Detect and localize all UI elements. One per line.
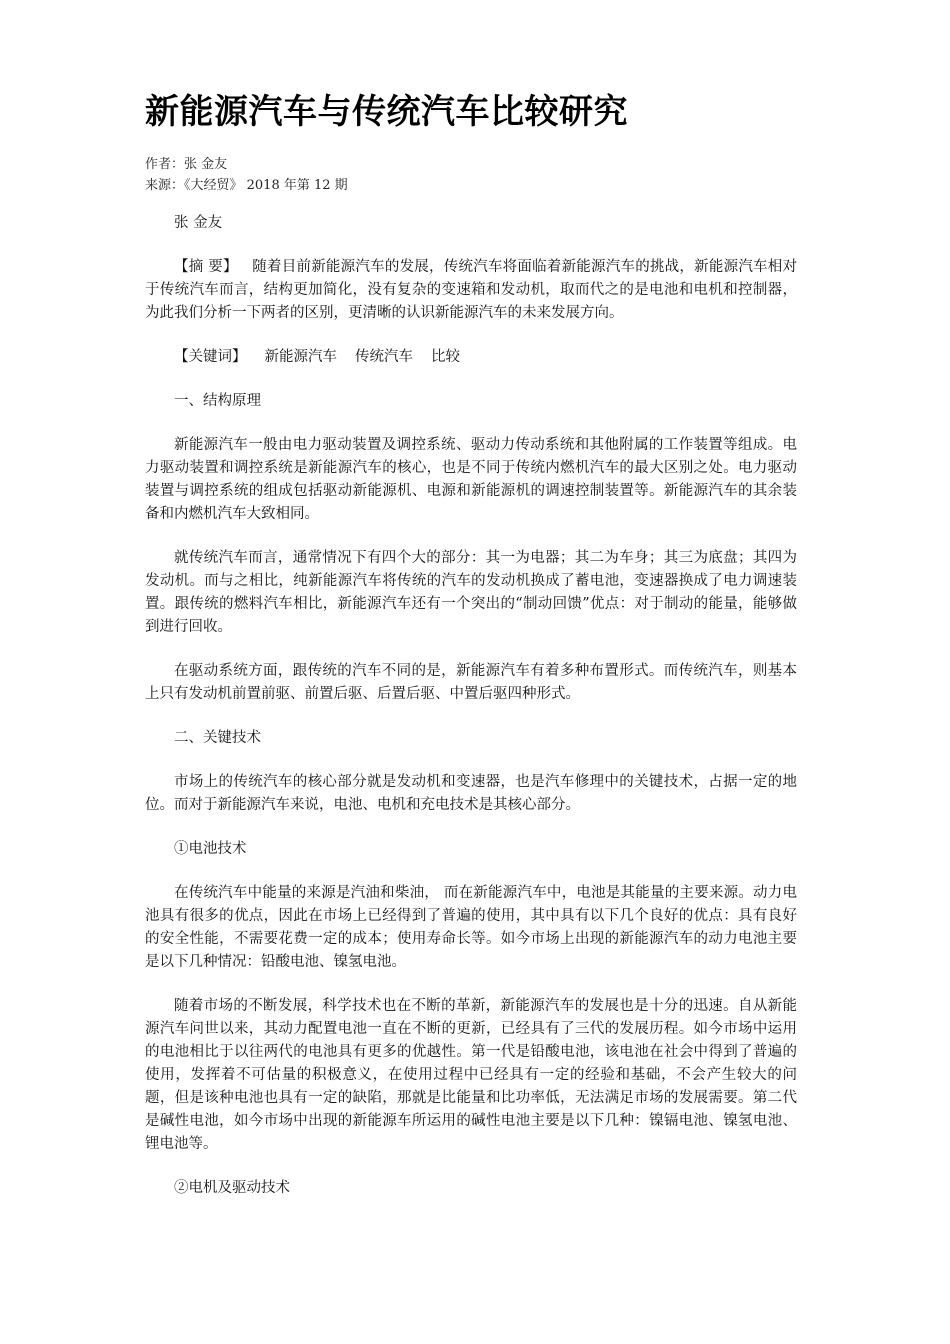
body-paragraph: 就传统汽车而言，通常情况下有四个大的部分：其一为电器；其二为车身；其三为底盘；其四为发动机。而与之相比，纯新能源汽车将传统的汽车的发动机换成了蓄电池，变速器换成了电力调速装置。跟传统的燃料汽车相比，新能源汽车还有一个突出的“制动回馈”优点：对于制动的能量，能够做到进行回收。: [145, 550, 797, 635]
keywords-label: 【关键词】: [174, 349, 247, 365]
keywords-paragraph: [145, 346, 797, 369]
author-name: 张 金友: [174, 215, 223, 231]
body-paragraph: 在驱动系统方面，跟传统的汽车不同的是，新能源汽车有着多种布置形式。而传统汽车，则基本上只有发动机前置前驱、前置后驱、后置后驱、中置后驱四种形式。: [145, 663, 797, 702]
abstract-text: 随着目前新能源汽车的发展，传统汽车将面临着新能源汽车的挑战，新能源汽车相对于传统汽车而言，结构更加简化，没有复杂的变速箱和发动机，取而代之的是电池和电机和控制器，为此我们分析一下两者的区别，更清晰的认识新能源汽车的未来发展方向。: [145, 259, 798, 321]
body-paragraph: 新能源汽车一般由电力驱动装置及调控系统、驱动力传动系统和其他附属的工作装置等组成。电力驱动装置和调控系统是新能源汽车的核心，也是不同于传统内燃机汽车的最大区别之处。电力驱动装置与调控系统的组成包括驱动新能源机、电源和新能源机的调速控制装置等。新能源汽车的其余装备和内燃机汽车大致相同。: [145, 437, 797, 522]
source-line: 来源：《大经贸》 2018 年第 12 期: [145, 178, 348, 193]
article-page: [145, 88, 797, 1200]
keyword: 新能源汽车: [264, 349, 337, 365]
article-title: 新能源汽车与传统汽车比较研究: [145, 92, 628, 132]
subsection-heading-battery: ①电池技术: [174, 841, 247, 857]
abstract-paragraph: [145, 256, 797, 325]
body-paragraph: 随着市场的不断发展，科学技术也在不断的革新，新能源汽车的发展也是十分的迅速。自从新能源汽车问世以来，其动力配置电池一直在不断的更新，已经具有了三代的发展历程。如今市场中运用的电池相比于以往两代的电池具有更多的优越性。第一代是铅酸电池，该电池在社会中得到了普遍的使用，发挥着不可估量的积极意义，在使用过程中已经具有一定的经验和基础，不会产生较大的问题，但是该种电池也具有一定的缺陷，那就是比能量和比功率低，无法满足市场的发展需要。第二代是碱性电池，如今市场中出现的新能源车所运用的碱性电池主要是以下几种：镍镉电池、镍氢电池、锂电池等。: [145, 998, 797, 1152]
body-paragraph: 在传统汽车中能量的来源是汽油和柴油， 而在新能源汽车中，电池是其能量的主要来源。动力电池具有很多的优点，因此在市场上已经得到了普遍的使用，其中具有以下几个良好的优点：具有良好的安全性能，不需要花费一定的成本；使用寿命长等。如今市场上出现的新能源汽车的动力电池主要是以下几种情况：铅酸电池、镍氢电池。: [145, 885, 797, 970]
body-paragraph: 市场上的传统汽车的核心部分就是发动机和变速器，也是汽车修理中的关键技术，占据一定的地位。而对于新能源汽车来说，电池、电机和充电技术是其核心部分。: [145, 774, 797, 813]
author-line: 作者：张 金友: [145, 157, 228, 172]
section-heading-structure: 一、结构原理: [174, 393, 261, 409]
abstract-label: 【摘 要】: [174, 259, 238, 275]
subsection-heading-motor: ②电机及驱动技术: [174, 1180, 290, 1196]
section-heading-key-tech: 二、关键技术: [174, 730, 261, 746]
keyword: 传统汽车: [355, 349, 413, 365]
keyword: 比较: [431, 349, 460, 365]
